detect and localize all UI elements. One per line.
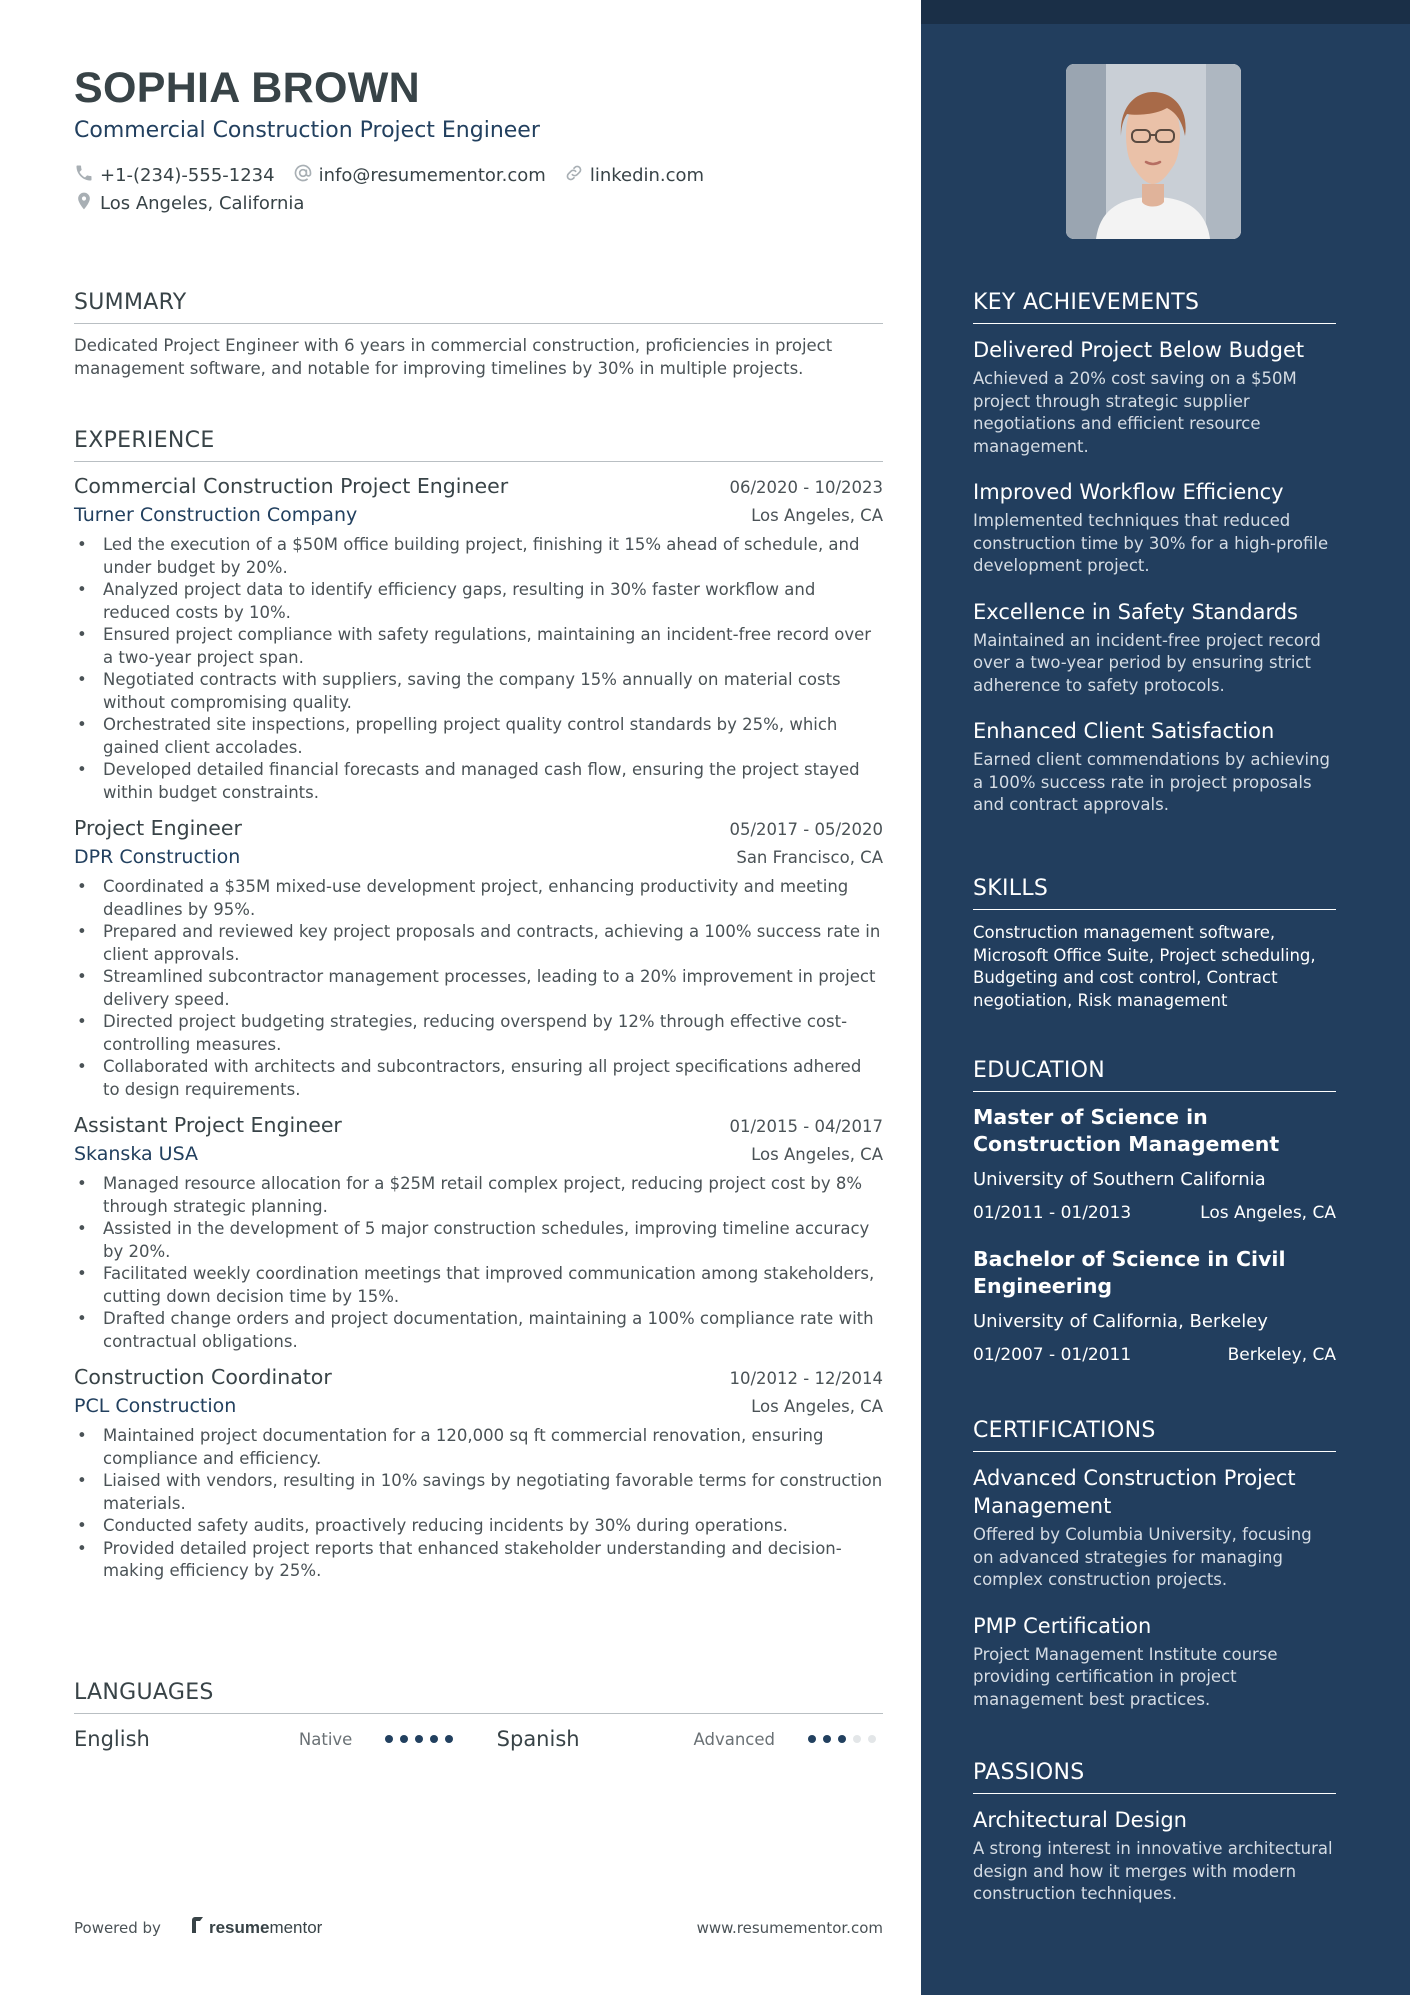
job-title: Assistant Project Engineer <box>74 1113 342 1137</box>
languages-row <box>74 1714 883 1764</box>
profile-photo <box>1066 64 1241 239</box>
education-section <box>973 1058 1336 1366</box>
bullet-item: • Provided detailed project reports that enhanced stakeholder understanding and decision-making efficiency by 25%. <box>74 1538 883 1583</box>
email-text: info@resumementor.com <box>318 164 546 186</box>
education-school: University of California, Berkeley <box>973 1311 1268 1332</box>
rating-dot-filled <box>400 1735 408 1743</box>
job-bullets <box>74 1425 883 1583</box>
candidate-title: Commercial Construction Project Engineer <box>74 118 540 143</box>
contact-info <box>74 161 722 217</box>
achievement-title: Improved Workflow Efficiency <box>973 480 1284 504</box>
job-bullets <box>74 876 883 1101</box>
achievement-item <box>973 598 1336 698</box>
rating-dot-filled <box>430 1735 438 1743</box>
bullet-item: • Coordinated a $35M mixed-use development project, enhancing productivity and meeting deadlines by 95%. <box>74 876 883 921</box>
bullet-item: • Streamlined subcontractor management processes, leading to a 20% improvement in project delivery speed. <box>74 966 883 1011</box>
brand-logo[interactable] <box>191 1916 322 1939</box>
skills-text: Construction management software, Microsoft Office Suite, Project scheduling, Budgeting and cost control, Contract negotiation, Risk management <box>973 923 1316 1010</box>
powered-by <box>74 1916 322 1939</box>
job-title: Commercial Construction Project Engineer <box>74 474 509 498</box>
language-level: Advanced <box>693 1729 775 1749</box>
job-dates: 06/2020 - 10/2023 <box>729 478 883 497</box>
rating-dot-filled <box>823 1735 831 1743</box>
contact-email[interactable] <box>293 163 546 188</box>
link-icon <box>564 163 590 188</box>
bullet-item: • Prepared and reviewed key project proposals and contracts, achieving a 100% success rate in client approvals. <box>74 921 883 966</box>
bullet-item: • Developed detailed financial forecasts and managed cash flow, ensuring the project stayed within budget constraints. <box>74 759 883 804</box>
education-heading: EDUCATION <box>973 1058 1336 1092</box>
sidebar <box>921 0 1410 1995</box>
certification-desc: Project Management Institute course providing certification in project management best practices. <box>973 1644 1278 1709</box>
education-location: Los Angeles, CA <box>1200 1203 1336 1223</box>
certifications-heading: CERTIFICATIONS <box>973 1418 1336 1452</box>
brand-mark-icon <box>191 1916 205 1939</box>
education-item <box>973 1104 1336 1224</box>
bullet-item: • Maintained project documentation for a 120,000 sq ft commercial renovation, ensuring compliance and efficiency. <box>74 1425 883 1470</box>
job-company: DPR Construction <box>74 846 241 868</box>
powered-by-label: Powered by <box>74 1918 161 1937</box>
linkedin-text: linkedin.com <box>589 164 705 186</box>
passion-desc: A strong interest in innovative architectural design and how it merges with modern construction techniques. <box>973 1839 1333 1903</box>
education-degree: Bachelor of Science in Civil Engineering <box>973 1247 1286 1298</box>
job-title: Construction Coordinator <box>74 1365 332 1389</box>
job-location: Los Angeles, CA <box>751 506 883 525</box>
rating-dot-filled <box>838 1735 846 1743</box>
bullet-item: • Led the execution of a $50M office building project, finishing it 15% ahead of schedule, and under budget by 20%. <box>74 534 883 579</box>
achievement-item <box>973 336 1336 458</box>
certification-title: PMP Certification <box>973 1613 1152 1638</box>
language-rating <box>808 1735 883 1743</box>
bullet-item: • Analyzed project data to identify efficiency gaps, resulting in 30% faster workflow and reduced costs by 10%. <box>74 579 883 624</box>
summary-section <box>74 290 883 380</box>
certification-item <box>973 1464 1336 1592</box>
experience-section <box>74 428 883 1583</box>
bullet-item: • Directed project budgeting strategies, reducing overspend by 12% through effective cost-controlling measures. <box>74 1011 883 1056</box>
education-item <box>973 1246 1336 1366</box>
rating-dot-empty <box>868 1735 876 1743</box>
job-title: Project Engineer <box>74 816 242 840</box>
job-dates: 05/2017 - 05/2020 <box>729 820 883 839</box>
bullet-item: • Drafted change orders and project documentation, maintaining a 100% compliance rate with contractual obligations. <box>74 1308 883 1353</box>
bullet-item: • Managed resource allocation for a $25M retail complex project, reducing project cost by 8% through strategic planning. <box>74 1173 883 1218</box>
contact-location <box>74 191 304 216</box>
bullet-item: • Ensured project compliance with safety regulations, maintaining an incident-free record over a two-year project span. <box>74 624 883 669</box>
rating-dot-filled <box>385 1735 393 1743</box>
skills-heading: SKILLS <box>973 876 1336 910</box>
phone-icon <box>74 163 100 188</box>
job-location: Los Angeles, CA <box>751 1397 883 1416</box>
certification-item <box>973 1612 1336 1712</box>
summary-heading: SUMMARY <box>74 290 883 324</box>
language-rating <box>385 1735 496 1743</box>
bullet-item: • Conducted safety audits, proactively reducing incidents by 30% during operations. <box>74 1515 883 1538</box>
website-link[interactable]: www.resumementor.com <box>696 1918 883 1937</box>
bullet-item: • Orchestrated site inspections, propelling project quality control standards by 25%, which gained client accolades. <box>74 714 883 759</box>
job-company: Skanska USA <box>74 1143 198 1165</box>
achievements-section <box>973 290 1336 817</box>
job-entry <box>74 1109 883 1353</box>
location-text: Los Angeles, California <box>100 192 305 214</box>
achievement-desc: Achieved a 20% cost saving on a $50M project through strategic supplier negotiations and efficient resource management. <box>973 369 1297 456</box>
bullet-item: • Facilitated weekly coordination meetings that improved communication among stakeholders, cutting down decision time by 15%. <box>74 1263 883 1308</box>
bullet-item: • Liaised with vendors, resulting in 10% savings by negotiating favorable terms for construction materials. <box>74 1470 883 1515</box>
achievement-item <box>973 717 1336 817</box>
achievement-title: Enhanced Client Satisfaction <box>973 719 1275 743</box>
sidebar-top-strip <box>921 0 1410 24</box>
summary-text: Dedicated Project Engineer with 6 years in commercial construction, proficiencies in project management software, and notable for improving timelines by 30% in multiple projects. <box>74 336 833 378</box>
job-entry <box>74 1361 883 1583</box>
passion-item <box>973 1806 1336 1906</box>
achievement-title: Excellence in Safety Standards <box>973 599 1298 624</box>
rating-dot-filled <box>808 1735 816 1743</box>
rating-dot-filled <box>445 1735 453 1743</box>
language-name: English <box>74 1727 150 1751</box>
achievement-item <box>973 478 1336 578</box>
job-entry <box>74 470 883 804</box>
job-location: San Francisco, CA <box>736 848 883 867</box>
footer <box>74 1916 883 1939</box>
job-dates: 10/2012 - 12/2014 <box>729 1369 883 1388</box>
rating-dot-filled <box>415 1735 423 1743</box>
candidate-name: SOPHIA BROWN <box>74 64 421 112</box>
certification-desc: Offered by Columbia University, focusing on advanced strategies for managing complex construction projects. <box>973 1525 1312 1589</box>
skills-section <box>973 876 1336 1012</box>
languages-section <box>74 1680 883 1764</box>
education-degree: Master of Science in Construction Management <box>973 1105 1280 1156</box>
job-location: Los Angeles, CA <box>751 1145 883 1164</box>
languages-heading: LANGUAGES <box>74 1680 883 1714</box>
achievements-heading: KEY ACHIEVEMENTS <box>973 290 1336 324</box>
achievement-title: Delivered Project Below Budget <box>973 338 1305 362</box>
contact-linkedin[interactable] <box>564 163 704 188</box>
bullet-item: • Collaborated with architects and subcontractors, ensuring all project specifications adhered to design requirements. <box>74 1056 883 1101</box>
phone-text: +1-(234)-555-1234 <box>100 164 275 186</box>
at-icon <box>293 163 319 188</box>
passions-heading: PASSIONS <box>973 1760 1336 1794</box>
certification-title: Advanced Construction Project Management <box>973 1466 1296 1518</box>
bullet-item: • Negotiated contracts with suppliers, saving the company 15% annually on material costs without compromising quality. <box>74 669 883 714</box>
job-company: PCL Construction <box>74 1395 237 1417</box>
contact-phone[interactable] <box>74 163 275 188</box>
education-location: Berkeley, CA <box>1227 1345 1336 1365</box>
passions-section <box>973 1760 1336 1906</box>
brand-light: mentor <box>269 1917 323 1937</box>
language-name: Spanish <box>496 1727 580 1751</box>
education-school: University of Southern California <box>973 1169 1266 1190</box>
job-company: Turner Construction Company <box>74 504 358 526</box>
language-level: Native <box>298 1729 353 1749</box>
rating-dot-empty <box>853 1735 861 1743</box>
achievement-desc: Maintained an incident-free project record over a two-year period by ensuring strict adherence to safety protocols. <box>973 630 1321 695</box>
location-pin-icon <box>74 191 100 216</box>
achievement-desc: Implemented techniques that reduced construction time by 30% for a high-profile development project. <box>973 511 1329 575</box>
job-bullets <box>74 534 883 804</box>
job-bullets <box>74 1173 883 1353</box>
brand-bold: resume <box>208 1917 270 1937</box>
bullet-item: • Assisted in the development of 5 major construction schedules, improving timeline accuracy by 20%. <box>74 1218 883 1263</box>
job-dates: 01/2015 - 04/2017 <box>729 1117 883 1136</box>
education-dates: 01/2007 - 01/2011 <box>973 1345 1132 1365</box>
certifications-section <box>973 1418 1336 1711</box>
achievement-desc: Earned client commendations by achieving a 100% success rate in project proposals and contract approvals. <box>973 750 1331 814</box>
education-dates: 01/2011 - 01/2013 <box>973 1203 1132 1223</box>
job-entry <box>74 812 883 1101</box>
experience-heading: EXPERIENCE <box>74 428 883 462</box>
passion-title: Architectural Design <box>973 1808 1187 1832</box>
